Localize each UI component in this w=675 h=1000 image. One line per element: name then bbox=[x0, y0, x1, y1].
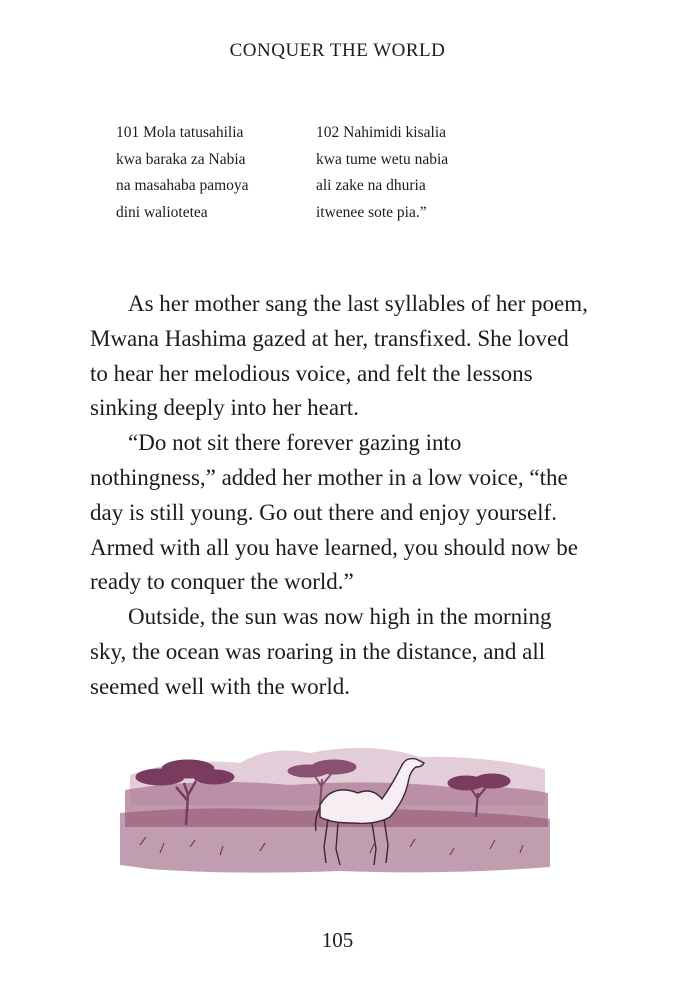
stanza-line: kwa baraka za Nabia bbox=[116, 150, 246, 168]
stanza-101 bbox=[116, 120, 249, 226]
page-number: 105 bbox=[321, 928, 354, 952]
stanza-line: dini waliotetea bbox=[116, 203, 208, 221]
stanza-line: 101 Mola tatusahilia bbox=[116, 124, 244, 141]
stanza-line: 102 Nahimidi kisalia bbox=[316, 124, 447, 141]
stanza-102 bbox=[316, 120, 448, 226]
paragraph: “Do not sit there forever gazing into nothingness,” added her mother in a low voice, “the day is still young. Go out there and enjoy yourself. Armed with all you have learned, you should now be ready to conquer the world.” bbox=[90, 430, 578, 595]
stanza-line: itwenee sote pia.” bbox=[316, 203, 427, 221]
stanza-line: ali zake na dhuria bbox=[316, 177, 426, 194]
running-head: CONQUER THE WORLD bbox=[229, 40, 446, 61]
camel-in-savanna-illustration bbox=[120, 735, 550, 880]
stanza-line: kwa tume wetu nabia bbox=[316, 150, 449, 168]
stanza-line: na masahaba pamoya bbox=[116, 177, 249, 194]
paragraph: As her mother sang the last syllables of her poem, Mwana Hashima gazed at her, transfixed. She loved to hear her melodious voice, and felt the lessons sinking deeply into her heart. bbox=[90, 291, 588, 421]
paragraph: Outside, the sun was now high in the morning sky, the ocean was roaring in the distance, and all seemed well with the world. bbox=[90, 604, 552, 699]
body-text bbox=[90, 287, 590, 705]
